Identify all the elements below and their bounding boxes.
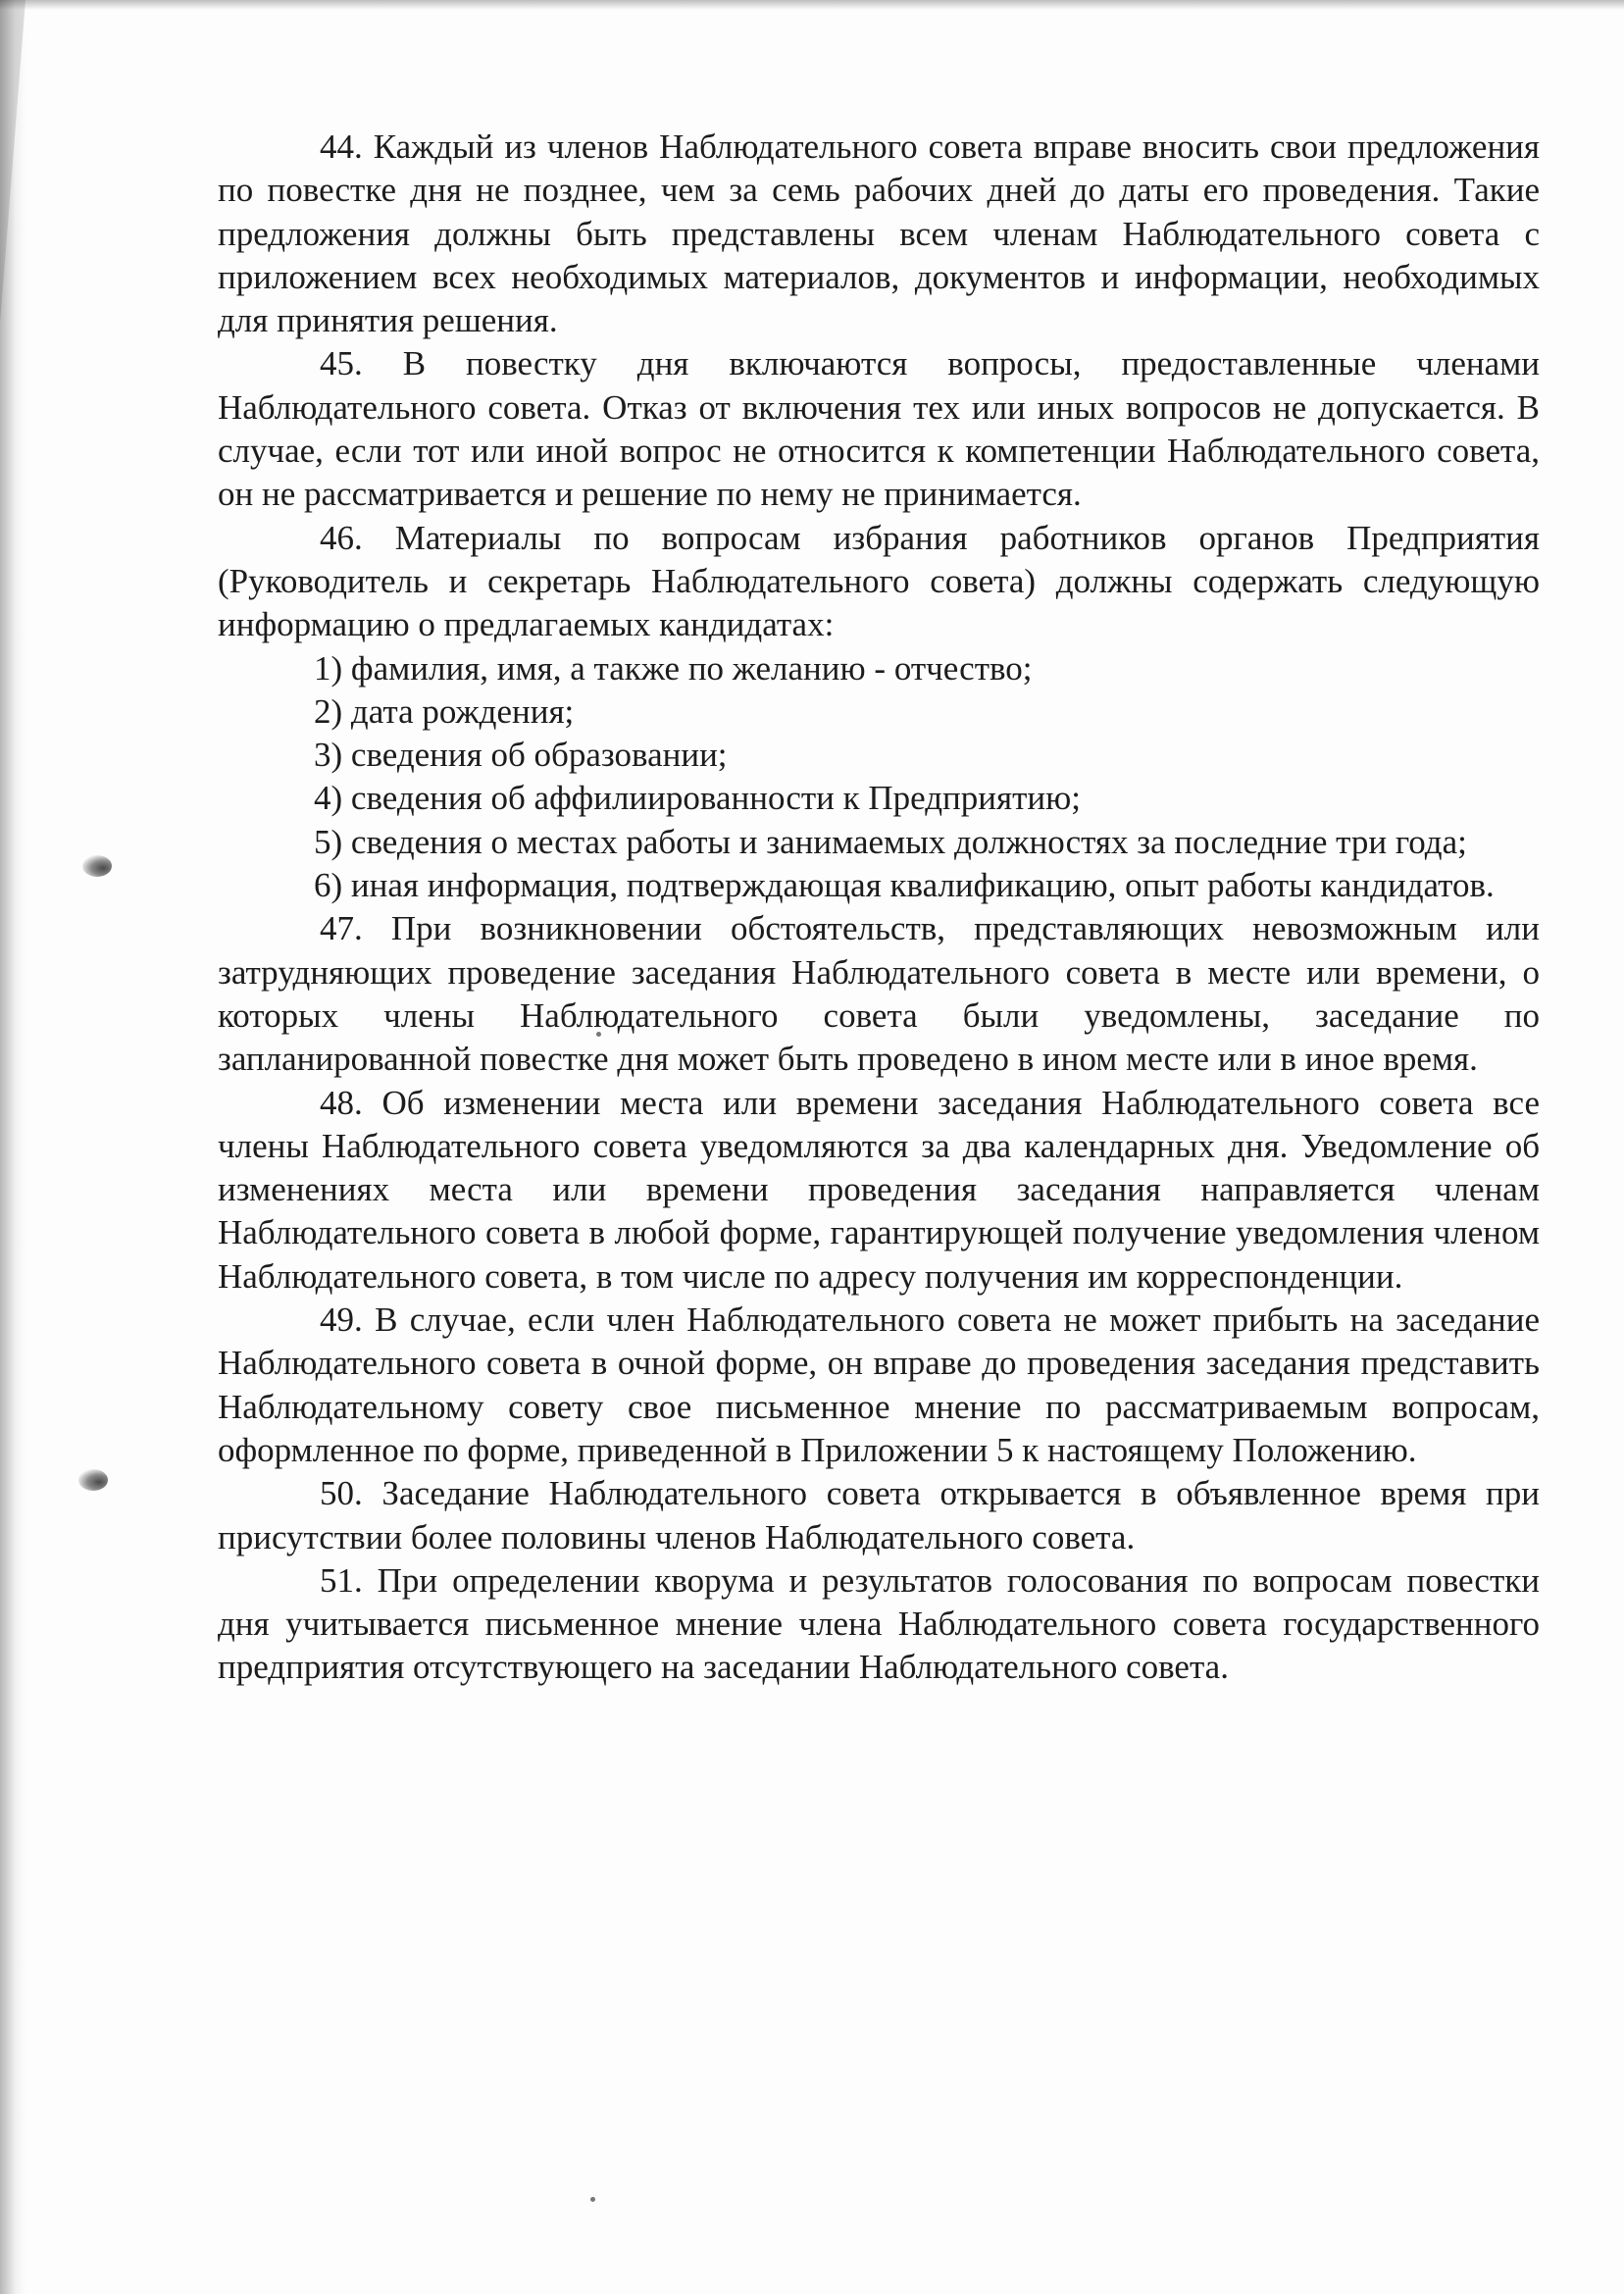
paragraph-48: 48. Об изменении места или времени заседания Наблюдательного совета все члены Наблюдательного совета уведомляются за два календарных дня. Уведомление об изменениях места или времени проведения заседания направляется членам Наблюдательного совета в любой форме, гарантирующей получение уведомления членом Наблюдательного совета, в том числе по адресу получения им корреспонденции. <box>218 1083 1540 1296</box>
list-item-1: 1) фамилия, имя, а также по желанию - отчество; <box>314 648 1033 688</box>
paragraph-50: 50. Заседание Наблюдательного совета открывается в объявленное время при присутствии более половины членов Наблюдательного совета. <box>218 1474 1540 1556</box>
scan-top-shadow <box>0 0 1624 10</box>
list-item-4: 4) сведения об аффилиированности к Предприятию; <box>314 779 1081 818</box>
list-item-2: 2) дата рождения; <box>314 691 575 731</box>
paragraph-44: 44. Каждый из членов Наблюдательного совета вправе вносить свои предложения по повестке дня не позднее, чем за семь рабочих дней до даты его проведения. Такие предложения должны быть представлены всем членам Наблюдательного совета с приложением всех необходимых материалов, документов и информации, необходимых для принятия решения. <box>218 127 1540 340</box>
paragraph-47: 47. При возникновении обстоятельств, представляющих невозможным или затрудняющих проведение заседания Наблюдательного совета в месте или времени, о которых члены Наблюдательного совета были уведомлены, заседание по запланированной повестке дня может быть проведено в ином месте или в иное время. <box>218 909 1540 1079</box>
list-item-5: 5) сведения о местах работы и занимаемых должностях за последние три года; <box>314 822 1467 861</box>
document-body <box>218 126 1540 1690</box>
scan-edge-shadow <box>0 0 25 2294</box>
list-item-6: 6) иная информация, подтверждающая квалификацию, опыт работы кандидатов. <box>314 866 1495 905</box>
punch-hole-upper <box>82 855 112 877</box>
scan-speck <box>590 2197 595 2202</box>
corner-fold <box>0 0 25 324</box>
paragraph-49: 49. В случае, если член Наблюдательного совета не может прибыть на заседание Наблюдательного совета в очной форме, он вправе до проведения заседания представить Наблюдательному совету свое письменное мнение по рассматриваемым вопросам, оформленное по форме, приведенной в Приложении 5 к настоящему Положению. <box>218 1300 1540 1469</box>
paragraph-45: 45. В повестку дня включаются вопросы, предоставленные членами Наблюдательного совета. Отказ от включения тех или иных вопросов не допускается. В случае, если тот или иной вопрос не относится к компетенции Наблюдательного совета, он не рассматривается и решение по нему не принимается. <box>218 344 1540 514</box>
list-item-3: 3) сведения об образовании; <box>314 736 728 775</box>
paragraph-51: 51. При определении кворума и результатов голосования по вопросам повестки дня учитывается письменное мнение члена Наблюдательного совета государственного предприятия отсутствующего на заседании Наблюдательного совета. <box>218 1560 1540 1687</box>
punch-hole-lower <box>78 1469 108 1491</box>
paragraph-46: 46. Материалы по вопросам избрания работников органов Предприятия (Руководитель и секретарь Наблюдательного совета) должны содержать следующую информацию о предлагаемых кандидатах: <box>218 518 1540 644</box>
